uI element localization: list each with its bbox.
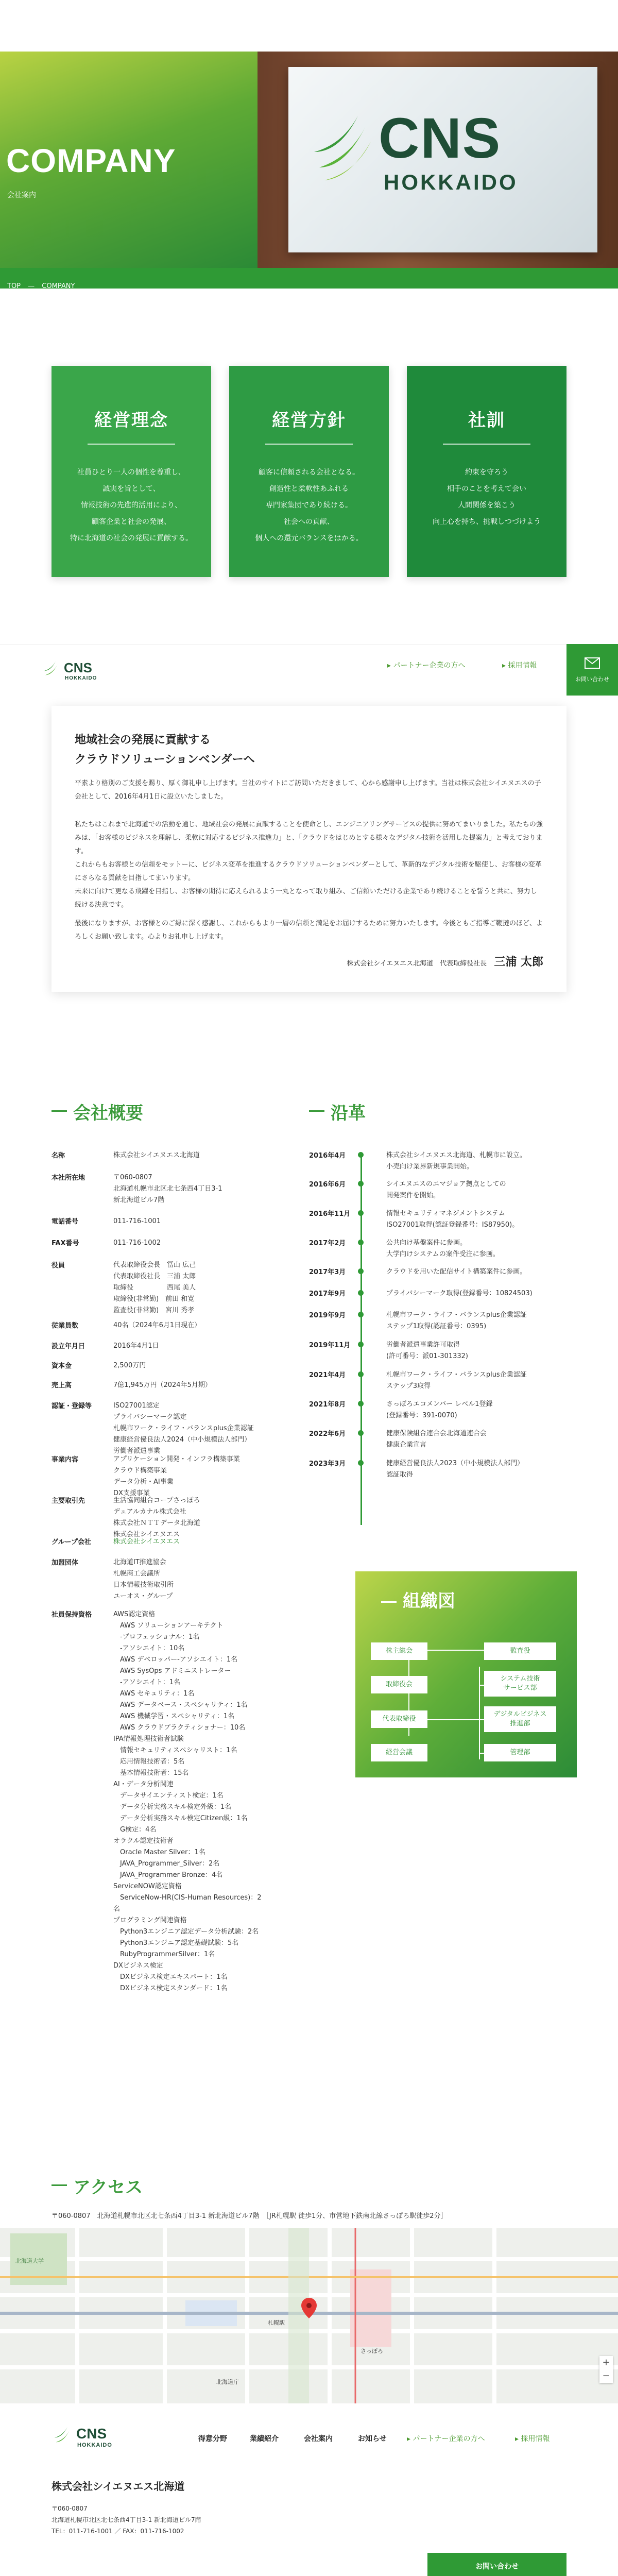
zoom-in-icon[interactable]: + [602,2357,610,2368]
overview-value-line: 生活協同組合コープさっぽろ [113,1497,200,1504]
overview-value-line: DXビジネス検定スタンダード：1名 [113,1985,228,1992]
message-heading-line: クラウドソリューションベンダーへ [75,753,255,766]
card-title: 経営理念 [94,410,168,431]
history-text [386,1208,519,1231]
overview-value-line: データサイエンティスト検定：1名 [113,1792,224,1800]
timeline-dot [358,1268,364,1274]
overview-value [113,1380,212,1391]
history-text-line: (登録番号：391-0070) [386,1412,457,1419]
overview-value-line: 011-716-1002 [113,1239,161,1247]
history-text-line: 認証取得 [386,1471,414,1479]
motto-card [407,366,566,577]
history-text-line: 健康保険組合連合会北海道連合会 [386,1430,487,1437]
footer-company-name: 株式会社シイエヌエス北海道 [52,2480,185,2493]
ceo-message [52,706,566,992]
timeline-dot [358,1371,364,1377]
overview-value-line: IPA情報処理技術者試験 [113,1735,184,1743]
history-text [386,1179,506,1201]
overview-value-line: G検定：4名 [113,1826,157,1834]
history-date: 2017年3月 [309,1268,346,1276]
timeline-dot [358,1290,364,1296]
card-divider [88,444,175,445]
breadcrumb-separator: — [28,282,35,289]
overview-value-line: クラウド構築事業 [113,1467,167,1475]
zoom-out-icon[interactable]: − [602,2370,610,2381]
org-box-shareholders: 株主総会 [371,1642,427,1660]
overview-value [113,1260,196,1316]
org-connector [479,1667,480,1759]
history-text-line: ステップ3取得 [386,1382,431,1390]
card-line: 約束を守ろう [465,468,508,477]
footer-address: 北海道札幌市北区北七条西4丁目3-1 新北海道ビル7階 [52,2516,201,2523]
map-label: 北海道大学 [15,2258,44,2264]
card-line: 顧客企業と社会の発展、 [92,518,171,526]
chevron-right-icon: ▸ [387,662,393,670]
overview-value [113,1341,159,1352]
overview-label: 名称 [52,1152,65,1160]
history-text [386,1310,527,1332]
card-line: 人間関係を築こう [458,501,516,510]
overview-value-line: Python3エンジニア認定データ分析試験：2名 [113,1928,259,1936]
overview-value-line: 日本情報技術取引所 [113,1581,174,1589]
overview-value-line: AWS 機械学習・スペシャリティ：1名 [113,1713,235,1720]
breadcrumb-top[interactable]: TOP [7,282,21,289]
history-text-line: (許可番号：派01-301332) [386,1352,469,1360]
history-text-line: ISO27001取得(認証登録番号：IS87950)。 [386,1221,519,1229]
breadcrumb-company: COMPANY [42,282,75,289]
overview-value [113,1360,146,1371]
overview-value-line: 株式会社ＮＴＴデータ北海道 [113,1519,201,1527]
timeline-dot [358,1342,364,1347]
history-date: 2016年11月 [309,1210,351,1218]
org-box-management: 経営会議 [371,1744,427,1761]
overview-value-line: 〒060-0807 [113,1174,152,1181]
overview-value [113,1609,268,1994]
logo-swoosh-icon [41,660,62,681]
overview-value-line: 労働者派遣事業 [113,1447,161,1455]
map-label: 北海道庁 [216,2379,239,2385]
overview-value-line: 情報セキュリティスペシャリスト：1名 [113,1747,237,1754]
history-date: 2017年9月 [309,1290,346,1298]
access-map[interactable] [0,2228,618,2403]
chevron-right-icon: ▸ [502,662,508,670]
overview-value-line: 株式会社シイエヌエス北海道 [113,1151,200,1159]
card-line: 向上心を持ち、挑戦しつづけよう [433,518,541,526]
access-heading: アクセス [73,2177,143,2198]
overview-value [113,1150,200,1161]
card-line: 特に北海道の社会の発展に貢献する。 [70,534,193,543]
history-text-line: 健康企業宣言 [386,1441,427,1449]
message-heading-line: 地域社会の発展に貢献する [75,734,211,747]
card-line: 情報技術の先進的活用により、 [81,501,182,510]
philosophy-card [52,366,211,577]
overview-value-line: プログラミング関連資格 [113,1917,187,1924]
footer-partner-label: パートナー企業の方へ [413,2435,485,2443]
footer-tel-fax: TEL：011-716-1001 ／ FAX：011-716-1002 [52,2528,184,2535]
history-text-line: 株式会社シイエヌエス北海道、札幌市に設立。 [386,1151,526,1159]
overview-value-line: アプリケーション開発・インフラ構築事業 [113,1455,240,1463]
org-heading [381,1587,455,1612]
page-title: COMPANY [6,142,176,179]
footer-recruit-label: 採用情報 [521,2435,550,2443]
logo-subtext: HOKKAIDO [65,675,97,681]
message-paragraph: 未来に向けて更なる飛躍を目指し、お客様の期待に応えられるよう一丸となって取り組み、ご信頼いただける企業であり続けることを誓うと共に、努力し続ける決意です。 [75,888,537,909]
org-box-line: システム技術 [500,1675,540,1683]
overview-value-line: AWS SysOps アドミニストレーター [113,1667,231,1675]
overview-label: 社員保持資格 [52,1611,92,1619]
history-date: 2016年6月 [309,1181,346,1189]
overview-label: 設立年月日 [52,1343,85,1350]
org-box-line: サービス部 [503,1684,537,1692]
history-heading: 沿革 [331,1103,366,1124]
overview-value-line: 新北海道ビル7階 [113,1196,165,1204]
overview-label: 事業内容 [52,1456,79,1464]
history-text-line: 公共向け基盤案件に参画。 [386,1239,467,1247]
history-text-line: ステップ1取得(認証番号：0395) [386,1323,487,1330]
heading-accent [381,1601,397,1603]
footer-nav-results[interactable]: 業績紹介 [250,2435,279,2443]
overview-value-line: 基本情報技術者：15名 [113,1769,189,1777]
message-paragraph: 平素より格別のご支援を賜り、厚く御礼申し上げます。当社のサイトにご訪問いただきまして、心から感謝申し上げます。当社は株式会社シイエヌエスの子会社として、2016年4月1日に設立いたしました。 [75,779,541,801]
overview-value-line: ユーオス・グループ [113,1592,173,1600]
chevron-right-icon: ▸ [515,2435,521,2443]
history-date: 2017年2月 [309,1240,346,1247]
history-text [386,1150,526,1173]
history-text-line: 健康経営優良法人2023（中小規模法人部門） [386,1460,524,1467]
card-line: 相手のことを考えて会い [447,485,526,493]
overview-value [113,1216,161,1227]
footer-nav-specialty[interactable]: 得意分野 [198,2435,227,2443]
history-text-line: 労働者派遣事業許可取得 [386,1341,460,1349]
logo-swoosh-icon [52,2426,74,2448]
overview-value-line: 健康経営優良法人2024（中小規模法人部門） [113,1436,251,1444]
overview-label: 売上高 [52,1382,72,1389]
history-text-line: 情報セキュリティマネジメントシステム [386,1210,506,1217]
overview-value-line: 札幌市ワーク・ライフ・バランスplus企業認証 [113,1425,254,1432]
history-date: 2019年9月 [309,1312,346,1319]
overview-value-line: 北海道札幌市北区北七条西4丁目3-1 [113,1185,222,1193]
overview-value-line: 40名（2024年6月1日現在） [113,1321,201,1329]
map-label: さっぽろ [360,2348,383,2354]
mail-icon [585,657,600,669]
overview-value-line: ISO27001認定 [113,1402,160,1410]
overview-value-line: 株式会社シイエヌエス [113,1531,180,1538]
overview-value-line: AWS デベロッパー-アソシエイト：1名 [113,1656,238,1664]
overview-label: グループ会社 [52,1538,91,1546]
overview-value-line: AWS ソリューションアーキテクト [113,1622,224,1630]
policy-card [229,366,389,577]
org-box-system [484,1671,556,1697]
overview-value-line: -アソシエイト：10名 [113,1645,185,1652]
overview-value [113,1536,180,1548]
overview-value-line[interactable]: 株式会社シイエヌエス [113,1538,180,1546]
history-text-line: クラウドを用いた配信サイト構築案件に参画。 [386,1268,527,1276]
overview-label: 認証・登録等 [52,1402,92,1410]
overview-label: 役員 [52,1262,65,1269]
overview-value [113,1400,254,1457]
overview-value-line: デュアルカナル株式会社 [113,1508,186,1516]
org-heading-text: 組織図 [403,1591,455,1612]
org-box-admin: 管理部 [484,1744,556,1761]
history-text-line: 小売向け業界新規事業開始。 [386,1163,474,1171]
overview-value-line: DX支援事業 [113,1489,150,1497]
cns-swoosh-icon [309,111,376,188]
card-line: 顧客に信頼される会社となる。 [259,468,359,477]
history-text-line: シイエヌエスのエマジョア拠点としての [386,1180,506,1188]
overview-value [113,1238,161,1249]
message-heading [75,731,255,770]
timeline-dot [358,1401,364,1406]
org-box-line: デジタルビジネス [493,1710,547,1718]
overview-value-line: AI・データ分析関連 [113,1781,174,1788]
hero-top-bar [0,0,618,52]
overview-value [113,1495,200,1540]
overview-value-line: 011-716-1001 [113,1217,161,1225]
overview-value [113,1172,222,1206]
timeline-dot [358,1240,364,1245]
footer-contact-button[interactable]: お問い合わせ [427,2553,566,2576]
logo-subtext: HOKKAIDO [77,2442,112,2448]
overview-value-line: AWS データベース・スペシャリティ：1名 [113,1701,248,1709]
history-text [386,1428,487,1451]
heading-accent [52,1110,67,1112]
map-pin-icon [301,2298,317,2318]
overview-label: 資本金 [52,1362,72,1370]
footer-nav-company[interactable]: 会社案内 [304,2435,333,2443]
overview-label: 従業員数 [52,1322,79,1330]
overview-value-line: 7億1,945万円（2024年5月期） [113,1381,212,1389]
logo-text: CNS [76,2426,107,2442]
history-text [386,1238,500,1260]
heading-accent [309,1110,324,1112]
org-chart [355,1571,577,1777]
history-text-line: さっぽろエコメンバー レベル1登録 [386,1400,493,1408]
signature-name: 三浦 太郎 [494,956,543,969]
timeline-dot [358,1312,364,1317]
history-text-line: 札幌市ワーク・ライフ・バランスplus企業認証 [386,1311,527,1319]
overview-heading: 会社概要 [73,1103,143,1124]
hero-bottom-band [0,268,618,289]
footer-recruit-link[interactable] [515,2433,550,2444]
overview-value-line: JAVA_Programmer_Silver：2名 [113,1860,220,1868]
chevron-right-icon: ▸ [407,2435,413,2443]
footer-zip: 〒060-0807 [52,2505,88,2512]
message-paragraph: 私たちはこれまで北海道での活動を通じ、地域社会の発展に貢献することを使命とし、エンジニアリングサービスの提供に努めてまいりました。私たちの強みは、「お客様のビジネスを理解し、柔軟に対応するビジネス推進力」と、「クラウドをはじめとする様々なデジタル技術を活用した提案力」と考えております。 [75,821,543,855]
org-box-auditor: 監査役 [484,1642,556,1660]
overview-value-line: オラクル認定技術者 [113,1837,174,1845]
history-text-line: 札幌市ワーク・ライフ・バランスplus企業認証 [386,1371,527,1379]
overview-value-line: Oracle Master Silver：1名 [113,1849,205,1856]
history-text-line: プライバシーマーク取得(登録番号：10824503) [386,1290,533,1297]
sign-logo-text: CNS [379,107,502,170]
overview-value-line: AWS クラウドプラクティショナー：10名 [113,1724,246,1732]
overview-value-line: データ分析実務スキル検定Citizen級：1名 [113,1815,248,1822]
history-text-line: 開発案件を開始。 [386,1192,440,1199]
heading-accent [52,2184,67,2186]
overview-value-line: 取締役(非常勤) 前田 和寛 [113,1295,195,1303]
signature-org: 株式会社シイエヌエス北海道 代表取締役社長 [347,960,487,968]
history-text [386,1340,468,1362]
overview-value-line: 代表取締役社長 三浦 太郎 [113,1273,196,1280]
overview-label: 加盟団体 [52,1559,79,1567]
overview-label: 主要取引先 [52,1497,85,1505]
logo-text: CNS [64,660,92,675]
history-text [386,1369,527,1392]
overview-value-line: -アソシエイト：1名 [113,1679,180,1686]
history-text [386,1458,524,1481]
timeline-dot [358,1460,364,1466]
overview-value [113,1454,240,1499]
history-text [386,1266,526,1278]
overview-value-line: 監査役(非常勤) 宮川 秀孝 [113,1307,195,1314]
history-text-line: 大学向けシステムの案件受注に参画。 [386,1250,500,1258]
overview-label: FAX番号 [52,1240,79,1247]
overview-value-line: 札幌商工会議所 [113,1570,161,1578]
org-box-digital [484,1706,556,1732]
history-date: 2016年4月 [309,1152,346,1160]
map-label: 札幌駅 [268,2319,285,2326]
recruit-link-label: 採用情報 [508,662,537,670]
card-divider [265,444,353,445]
card-line: 専門家集団であり続ける。 [266,501,352,510]
overview-label: 本社所在地 [52,1174,85,1182]
card-title: 社訓 [468,410,505,431]
timeline-dot [358,1430,364,1436]
history-text [386,1399,493,1421]
overview-value-line: 2016年4月1日 [113,1342,159,1350]
timeline-dot [358,1152,364,1158]
overview-value-line: 2,500万円 [113,1362,146,1369]
overview-value-line: 北海道IT推進協会 [113,1558,166,1566]
overview-value-line: Python3エンジニア認定基礎試験：5名 [113,1939,239,1947]
overview-value-line: -プロフェッショナル：1名 [113,1633,200,1641]
overview-label: 電話番号 [52,1218,79,1226]
overview-value-line: データ分析・AI事業 [113,1478,174,1486]
org-box-line: 推進部 [510,1720,530,1727]
overview-value-line: 取締役 西尾 美人 [113,1284,196,1292]
timeline-dot [358,1181,364,1187]
overview-value-line: DXビジネス検定エキスパート：1名 [113,1973,228,1981]
card-line: 創造性と柔軟性あふれる [269,485,349,493]
history-date: 2019年11月 [309,1342,351,1349]
message-paragraph: これからもお客様との信頼をモットーに、ビジネス変革を推進するクラウドソリューションベンダーとして、革新的なデジタル技術を駆使し、お客様の変革にさらなる貢献を目指してまいります。 [75,861,542,882]
card-line: 誠実を旨として、 [102,485,160,493]
overview-value-line: RubyProgrammerSilver：1名 [113,1951,215,1958]
site-header [0,644,618,696]
history-date: 2021年4月 [309,1371,346,1379]
message-paragraph: 最後になりますが、お客様とのご縁に深く感謝し、これからもより一層の信頼と満足をお届けするために努力いたします。今後ともご指導ご鞭撻のほど、よろしくお願い致します。心よりお礼申し上げます。 [75,920,543,941]
overview-value-line: ServiceNOW認定資格 [113,1883,182,1890]
history-date: 2022年6月 [309,1430,346,1438]
header-contact-button[interactable] [566,644,618,696]
overview-value-line: プライバシーマーク認定 [113,1413,187,1421]
org-box-board: 取締役会 [371,1676,427,1693]
overview-value-line: 応用情報技術者：5名 [113,1758,185,1766]
map-zoom-control[interactable] [599,2356,613,2383]
access-address: 〒060-0807 北海道札幌市北区北七条西4丁目3-1 新北海道ビル7階 ［JR札幌駅 徒歩1分、市営地下鉄南北線さっぽろ駅徒歩2分］ [52,2212,448,2220]
partner-link[interactable] [387,660,465,670]
page-subtitle: 会社案内 [7,191,36,199]
overview-value-line: JAVA_Programmer Bronze：4名 [113,1871,223,1879]
history-date: 2023年3月 [309,1460,346,1468]
org-box-president: 代表取締役 [371,1710,427,1728]
footer-nav-news[interactable]: お知らせ [358,2435,387,2443]
card-title: 経営方針 [272,410,346,431]
history-text [386,1288,533,1299]
card-line: 社員ひとり一人の個性を尊重し、 [77,468,185,477]
timeline-dot [358,1210,364,1216]
overview-value-line: AWS認定資格 [113,1611,156,1618]
overview-value [113,1557,174,1602]
overview-value-line: 代表取締役会長 冨山 広己 [113,1261,196,1269]
overview-value-line: AWS セキュリティ：1名 [113,1690,195,1698]
breadcrumb [7,282,80,289]
partner-link-label: パートナー企業の方へ [393,662,466,670]
signature [347,953,543,969]
overview-value-line: DXビジネス検定 [113,1962,163,1970]
sign-logo-subtext: HOKKAIDO [384,170,518,194]
overview-value [113,1320,201,1331]
history-date: 2021年8月 [309,1401,346,1409]
recruit-link[interactable] [502,660,537,670]
card-line: 社会への貢献、 [284,518,334,526]
overview-value-line: ServiceNow-HR(CIS-Human Resources)：2名 [113,1894,262,1913]
hero-section [0,0,618,289]
footer-partner-link[interactable] [407,2433,485,2444]
contact-label: お問い合わせ [575,676,609,683]
overview-value-line: データ分析実務スキル検定外級：1名 [113,1803,232,1811]
card-line: 個人への還元バランスをはかる。 [255,534,363,543]
card-divider [443,444,530,445]
